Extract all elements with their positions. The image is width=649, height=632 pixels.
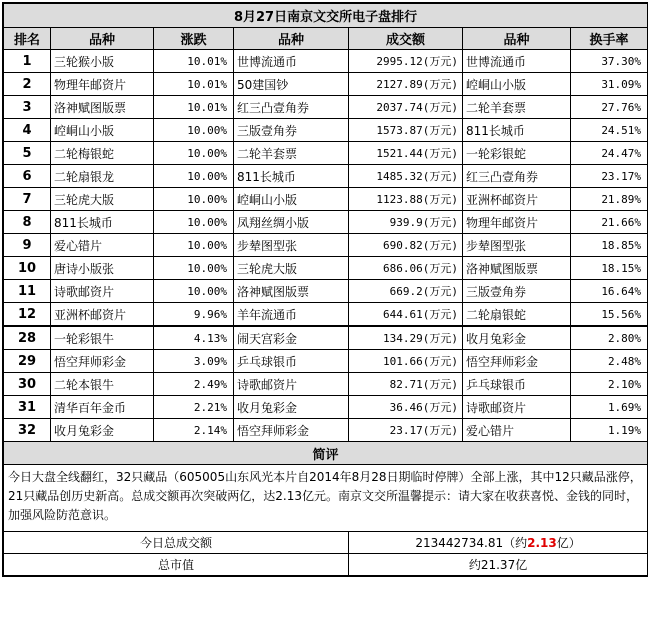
- volume-cell: [349, 165, 463, 188]
- volume-unit: (万元): [422, 55, 458, 68]
- table-row: [4, 326, 648, 350]
- volume-value: 101.66: [383, 355, 423, 368]
- change-name-cell: 爱心错片: [51, 234, 154, 257]
- change-name-cell: 诗歌邮资片: [51, 280, 154, 303]
- change-cell: 10.00%: [154, 142, 234, 165]
- volume-value: 939.9: [389, 216, 423, 229]
- change-name-cell: 三轮猴小版: [51, 50, 154, 73]
- change-cell: 4.13%: [154, 326, 234, 350]
- volume-cell: [349, 419, 463, 442]
- rank-cell: 5: [4, 142, 51, 165]
- volume-unit: (万元): [422, 378, 458, 391]
- volume-value: 82.71: [389, 378, 423, 391]
- volume-name-cell: 收月兔彩金: [234, 396, 349, 419]
- volume-name-cell: 811长城币: [234, 165, 349, 188]
- turnover-cell: 1.69%: [571, 396, 648, 419]
- rank-cell: 8: [4, 211, 51, 234]
- volume-value: 2037.74: [376, 101, 423, 114]
- rank-cell: 6: [4, 165, 51, 188]
- turnover-cell: 18.85%: [571, 234, 648, 257]
- volume-name-cell: 闹天宫彩金: [234, 326, 349, 350]
- volume-name-cell: 羊年流通币: [234, 303, 349, 327]
- turnover-cell: 2.10%: [571, 373, 648, 396]
- volume-value: 690.82: [383, 239, 423, 252]
- change-name-cell: 二轮扇银龙: [51, 165, 154, 188]
- volume-name-cell: 世博流通币: [234, 50, 349, 73]
- rank-cell: 7: [4, 188, 51, 211]
- volume-unit: (万元): [422, 308, 458, 321]
- change-cell: 10.01%: [154, 96, 234, 119]
- volume-name-cell: 悟空拜师彩金: [234, 419, 349, 442]
- volume-cell: [349, 280, 463, 303]
- volume-unit: (万元): [422, 285, 458, 298]
- rank-cell: 30: [4, 373, 51, 396]
- change-cell: 10.00%: [154, 234, 234, 257]
- change-cell: 10.00%: [154, 119, 234, 142]
- table-row: [4, 303, 648, 327]
- volume-value: 134.29: [383, 332, 423, 345]
- volume-cell: [349, 303, 463, 327]
- total-volume-label: 今日总成交额: [4, 532, 349, 554]
- change-name-cell: 洛神赋图版票: [51, 96, 154, 119]
- volume-unit: (万元): [422, 193, 458, 206]
- turnover-cell: 21.66%: [571, 211, 648, 234]
- table-row: [4, 396, 648, 419]
- market-cap-label: 总市值: [4, 554, 349, 576]
- header-volume: 成交额: [349, 28, 463, 50]
- volume-unit: (万元): [422, 216, 458, 229]
- table-row: [4, 165, 648, 188]
- turnover-cell: 27.76%: [571, 96, 648, 119]
- change-name-cell: 清华百年金币: [51, 396, 154, 419]
- rank-cell: 32: [4, 419, 51, 442]
- header-change: 涨跌: [154, 28, 234, 50]
- table-row: [4, 119, 648, 142]
- volume-name-cell: 红三凸壹角券: [234, 96, 349, 119]
- change-cell: 10.00%: [154, 257, 234, 280]
- header-name-volume: 品种: [234, 28, 349, 50]
- turnover-name-cell: 诗歌邮资片: [463, 396, 571, 419]
- volume-cell: [349, 96, 463, 119]
- header-turnover: 换手率: [571, 28, 648, 50]
- turnover-cell: 18.15%: [571, 257, 648, 280]
- change-name-cell: 物理年邮资片: [51, 73, 154, 96]
- turnover-cell: 1.19%: [571, 419, 648, 442]
- volume-value: 36.46: [389, 401, 423, 414]
- turnover-cell: 31.09%: [571, 73, 648, 96]
- turnover-name-cell: 物理年邮资片: [463, 211, 571, 234]
- market-cap-value: 约21.37亿: [349, 554, 648, 576]
- change-name-cell: 亚洲杯邮资片: [51, 303, 154, 327]
- change-cell: 10.01%: [154, 73, 234, 96]
- volume-value: 1123.88: [376, 193, 423, 206]
- change-cell: 10.00%: [154, 165, 234, 188]
- rank-cell: 1: [4, 50, 51, 73]
- rank-cell: 31: [4, 396, 51, 419]
- comment-text: 今日大盘全线翻红，32只藏品（605005山东风光本片自2014年8月28日期临时停牌）全部上涨，其中12只藏品涨停，21只藏品创历史新高。总成交额再次突破两亿，达2.13亿元。南京文交所温馨提示：请大家在收获喜悦、金钱的同时，加强风险防范意识。: [4, 465, 648, 532]
- volume-cell: [349, 326, 463, 350]
- change-name-cell: 811长城币: [51, 211, 154, 234]
- turnover-cell: 24.47%: [571, 142, 648, 165]
- change-cell: 10.00%: [154, 188, 234, 211]
- header-rank: 排名: [4, 28, 51, 50]
- volume-name-cell: 三轮虎大版: [234, 257, 349, 280]
- turnover-name-cell: 步辇图型张: [463, 234, 571, 257]
- volume-name-cell: 乒乓球银币: [234, 350, 349, 373]
- change-name-cell: 三轮虎大版: [51, 188, 154, 211]
- table-row: [4, 350, 648, 373]
- change-cell: 2.21%: [154, 396, 234, 419]
- turnover-cell: 15.56%: [571, 303, 648, 327]
- volume-name-cell: 凤翔丝绸小版: [234, 211, 349, 234]
- turnover-cell: 24.51%: [571, 119, 648, 142]
- change-name-cell: 一轮彩银牛: [51, 326, 154, 350]
- rank-cell: 3: [4, 96, 51, 119]
- volume-unit: (万元): [422, 332, 458, 345]
- rank-cell: 10: [4, 257, 51, 280]
- table-row: [4, 96, 648, 119]
- volume-cell: [349, 350, 463, 373]
- change-name-cell: 二轮梅银蛇: [51, 142, 154, 165]
- turnover-cell: 2.48%: [571, 350, 648, 373]
- volume-value: 2127.89: [376, 78, 423, 91]
- turnover-name-cell: 收月兔彩金: [463, 326, 571, 350]
- volume-value: 1521.44: [376, 147, 423, 160]
- rank-cell: 29: [4, 350, 51, 373]
- total-volume-highlight: 2.13: [527, 536, 557, 550]
- volume-unit: (万元): [422, 124, 458, 137]
- table-row: [4, 73, 648, 96]
- volume-cell: [349, 50, 463, 73]
- volume-cell: [349, 142, 463, 165]
- rank-cell: 4: [4, 119, 51, 142]
- volume-unit: (万元): [422, 101, 458, 114]
- turnover-name-cell: 洛神赋图版票: [463, 257, 571, 280]
- volume-cell: [349, 73, 463, 96]
- turnover-name-cell: 爱心错片: [463, 419, 571, 442]
- change-name-cell: 唐诗小版张: [51, 257, 154, 280]
- volume-name-cell: 洛神赋图版票: [234, 280, 349, 303]
- volume-cell: [349, 211, 463, 234]
- change-name-cell: 收月兔彩金: [51, 419, 154, 442]
- volume-cell: [349, 396, 463, 419]
- volume-name-cell: 三版壹角券: [234, 119, 349, 142]
- turnover-name-cell: 三版壹角券: [463, 280, 571, 303]
- volume-value: 2995.12: [376, 55, 423, 68]
- volume-unit: (万元): [422, 401, 458, 414]
- rank-cell: 28: [4, 326, 51, 350]
- turnover-name-cell: 二轮羊套票: [463, 96, 571, 119]
- turnover-name-cell: 崆峒山小版: [463, 73, 571, 96]
- volume-name-cell: 步辇图型张: [234, 234, 349, 257]
- volume-value: 1573.87: [376, 124, 423, 137]
- turnover-name-cell: 悟空拜师彩金: [463, 350, 571, 373]
- header-row: [4, 28, 648, 50]
- header-name-change: 品种: [51, 28, 154, 50]
- table-row: [4, 188, 648, 211]
- change-name-cell: 崆峒山小版: [51, 119, 154, 142]
- table-row: [4, 234, 648, 257]
- volume-cell: [349, 188, 463, 211]
- rank-cell: 11: [4, 280, 51, 303]
- comment-title: 简评: [4, 442, 648, 465]
- table-row: [4, 280, 648, 303]
- table-row: [4, 373, 648, 396]
- turnover-cell: 2.80%: [571, 326, 648, 350]
- volume-value: 644.61: [383, 308, 423, 321]
- table-title: 8月27日南京文交所电子盘排行: [4, 4, 648, 28]
- turnover-name-cell: 红三凸壹角券: [463, 165, 571, 188]
- volume-cell: [349, 234, 463, 257]
- header-name-turnover: 品种: [463, 28, 571, 50]
- volume-value: 686.06: [383, 262, 423, 275]
- change-cell: 3.09%: [154, 350, 234, 373]
- volume-cell: [349, 257, 463, 280]
- turnover-name-cell: 乒乓球银币: [463, 373, 571, 396]
- turnover-cell: 21.89%: [571, 188, 648, 211]
- rank-cell: 9: [4, 234, 51, 257]
- turnover-cell: 37.30%: [571, 50, 648, 73]
- volume-name-cell: 50建国钞: [234, 73, 349, 96]
- change-cell: 10.01%: [154, 50, 234, 73]
- volume-name-cell: 二轮羊套票: [234, 142, 349, 165]
- turnover-name-cell: 一轮彩银蛇: [463, 142, 571, 165]
- volume-value: 23.17: [389, 424, 423, 437]
- volume-unit: (万元): [422, 78, 458, 91]
- total-volume-row: [4, 532, 648, 554]
- table-row: [4, 211, 648, 234]
- change-name-cell: 悟空拜师彩金: [51, 350, 154, 373]
- turnover-name-cell: 811长城币: [463, 119, 571, 142]
- turnover-cell: 23.17%: [571, 165, 648, 188]
- rank-cell: 12: [4, 303, 51, 327]
- volume-unit: (万元): [422, 355, 458, 368]
- total-volume-value: [349, 532, 648, 554]
- volume-unit: (万元): [422, 262, 458, 275]
- volume-unit: (万元): [422, 424, 458, 437]
- rank-cell: 2: [4, 73, 51, 96]
- turnover-cell: 16.64%: [571, 280, 648, 303]
- volume-cell: [349, 373, 463, 396]
- volume-cell: [349, 119, 463, 142]
- volume-unit: (万元): [422, 170, 458, 183]
- change-name-cell: 二轮本银牛: [51, 373, 154, 396]
- volume-unit: (万元): [422, 147, 458, 160]
- change-cell: 9.96%: [154, 303, 234, 327]
- volume-unit: (万元): [422, 239, 458, 252]
- table-row: [4, 419, 648, 442]
- ranking-table: [3, 3, 648, 576]
- change-cell: 2.14%: [154, 419, 234, 442]
- table-row: [4, 50, 648, 73]
- change-cell: 2.49%: [154, 373, 234, 396]
- turnover-name-cell: 亚洲杯邮资片: [463, 188, 571, 211]
- volume-name-cell: 崆峒山小版: [234, 188, 349, 211]
- market-cap-row: [4, 554, 648, 576]
- total-volume-prefix: 213442734.81（约: [415, 536, 528, 550]
- turnover-name-cell: 二轮扇银蛇: [463, 303, 571, 327]
- volume-name-cell: 诗歌邮资片: [234, 373, 349, 396]
- total-volume-suffix: 亿）: [556, 536, 581, 550]
- volume-value: 1485.32: [376, 170, 423, 183]
- change-cell: 10.00%: [154, 280, 234, 303]
- turnover-name-cell: 世博流通币: [463, 50, 571, 73]
- table-row: [4, 257, 648, 280]
- ranking-sheet: [2, 2, 648, 577]
- volume-value: 669.2: [389, 285, 423, 298]
- table-row: [4, 142, 648, 165]
- change-cell: 10.00%: [154, 211, 234, 234]
